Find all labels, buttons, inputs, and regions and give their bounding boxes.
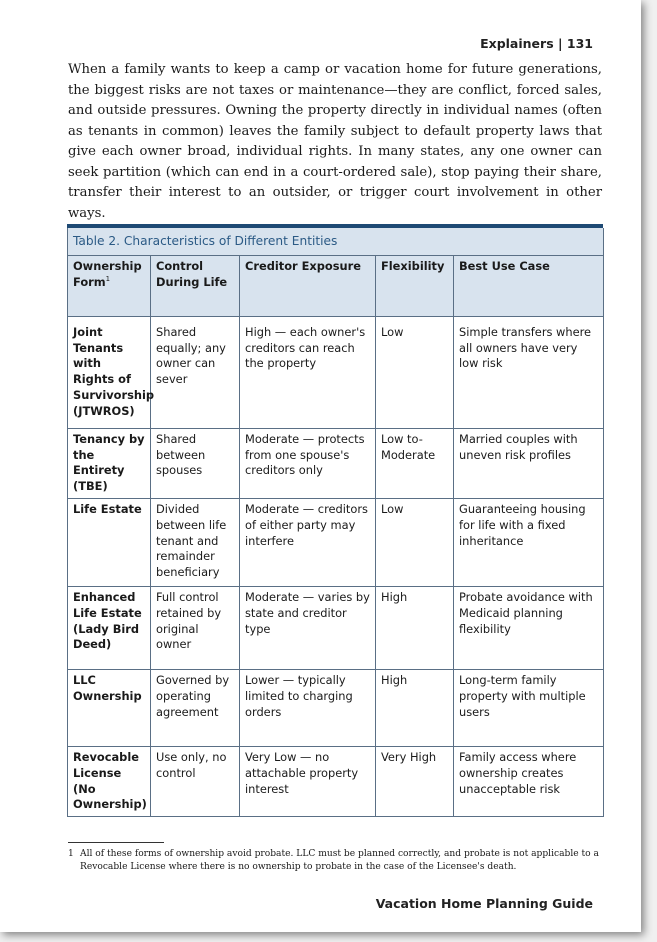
footnote-divider bbox=[68, 842, 164, 843]
creditor-cell: High — each owner's creditors can reach the property bbox=[240, 316, 376, 428]
table-row bbox=[68, 586, 604, 669]
column-header-creditor-exposure: Creditor Exposure bbox=[240, 255, 376, 316]
creditor-cell: Moderate — varies by state and creditor type bbox=[240, 586, 376, 669]
best-use-cell: Long-term family property with multiple users bbox=[454, 669, 604, 746]
flexibility-cell: High bbox=[376, 586, 454, 669]
control-cell: Full control retained by original owner bbox=[151, 586, 240, 669]
table-caption: Table 2. Characteristics of Different Entities bbox=[68, 228, 604, 255]
control-cell: Divided between life tenant and remainder beneficiary bbox=[151, 498, 240, 586]
table-row bbox=[68, 428, 604, 498]
column-header-flexibility: Flexibility bbox=[376, 255, 454, 316]
ownership-form-cell: LLC Ownership bbox=[68, 669, 151, 746]
control-cell: Governed by operating agreement bbox=[151, 669, 240, 746]
creditor-cell: Moderate — protects from one spouse's creditors only bbox=[240, 428, 376, 498]
control-cell: Shared between spouses bbox=[151, 428, 240, 498]
flexibility-cell: Low bbox=[376, 316, 454, 428]
ownership-form-cell: Revocable License (No Ownership) bbox=[68, 746, 151, 816]
ownership-form-cell: Life Estate bbox=[68, 498, 151, 586]
footnote-text: All of these forms of ownership avoid probate. LLC must be planned correctly, and probate is not applicable to a Revocable License where there is no ownership to probate in the case of the Licensee's death. bbox=[80, 849, 599, 872]
best-use-cell: Guaranteeing housing for life with a fixed inheritance bbox=[454, 498, 604, 586]
best-use-cell: Family access where ownership creates unacceptable risk bbox=[454, 746, 604, 816]
footnote-marker: 1 bbox=[105, 274, 111, 283]
best-use-cell: Married couples with uneven risk profiles bbox=[454, 428, 604, 498]
control-cell: Use only, no control bbox=[151, 746, 240, 816]
footnote bbox=[68, 848, 602, 874]
ownership-form-cell: Tenancy by the Entirety (TBE) bbox=[68, 428, 151, 498]
column-header-control: Control During Life bbox=[151, 255, 240, 316]
best-use-cell: Probate avoidance with Medicaid planning flexibility bbox=[454, 586, 604, 669]
running-head: Explainers | 131 bbox=[480, 36, 593, 51]
entities-table-wrapper bbox=[67, 224, 603, 817]
table-row bbox=[68, 316, 604, 428]
running-footer: Vacation Home Planning Guide bbox=[375, 896, 593, 911]
intro-paragraph: When a family wants to keep a camp or vacation home for future generations, the biggest risks are not taxes or maintenance—they are conflict, forced sales, and outside pressures. Owning the property directly in individual names (often as tenants in common) leaves the family subject to default property laws that give each owner broad, individual rights. In many states, any one owner can seek partition (which can end in a court-ordered sale), stop paying their share, transfer their interest to an outsider, or trigger court involvement in other ways. bbox=[68, 62, 602, 221]
control-cell: Shared equally; any owner can sever bbox=[151, 316, 240, 428]
best-use-cell: Simple transfers where all owners have very low risk bbox=[454, 316, 604, 428]
table-row bbox=[68, 498, 604, 586]
flexibility-cell: Low bbox=[376, 498, 454, 586]
ownership-form-cell: Enhanced Life Estate (Lady Bird Deed) bbox=[68, 586, 151, 669]
table-header-row bbox=[68, 255, 604, 316]
flexibility-cell: High bbox=[376, 669, 454, 746]
flexibility-cell: Low to-Moderate bbox=[376, 428, 454, 498]
footnote-number: 1 bbox=[68, 849, 74, 859]
column-header-best-use: Best Use Case bbox=[454, 255, 604, 316]
ownership-form-cell: Joint Tenants with Rights of Survivorship (JTWROS) bbox=[68, 316, 151, 428]
column-header-ownership-form: Ownership Form$^1$ bbox=[68, 255, 151, 316]
creditor-cell: Moderate — creditors of either party may interfere bbox=[240, 498, 376, 586]
table-row bbox=[68, 669, 604, 746]
entities-table bbox=[67, 228, 604, 817]
creditor-cell: Very Low — no attachable property interest bbox=[240, 746, 376, 816]
creditor-cell: Lower — typically limited to charging orders bbox=[240, 669, 376, 746]
table-row bbox=[68, 746, 604, 816]
flexibility-cell: Very High bbox=[376, 746, 454, 816]
